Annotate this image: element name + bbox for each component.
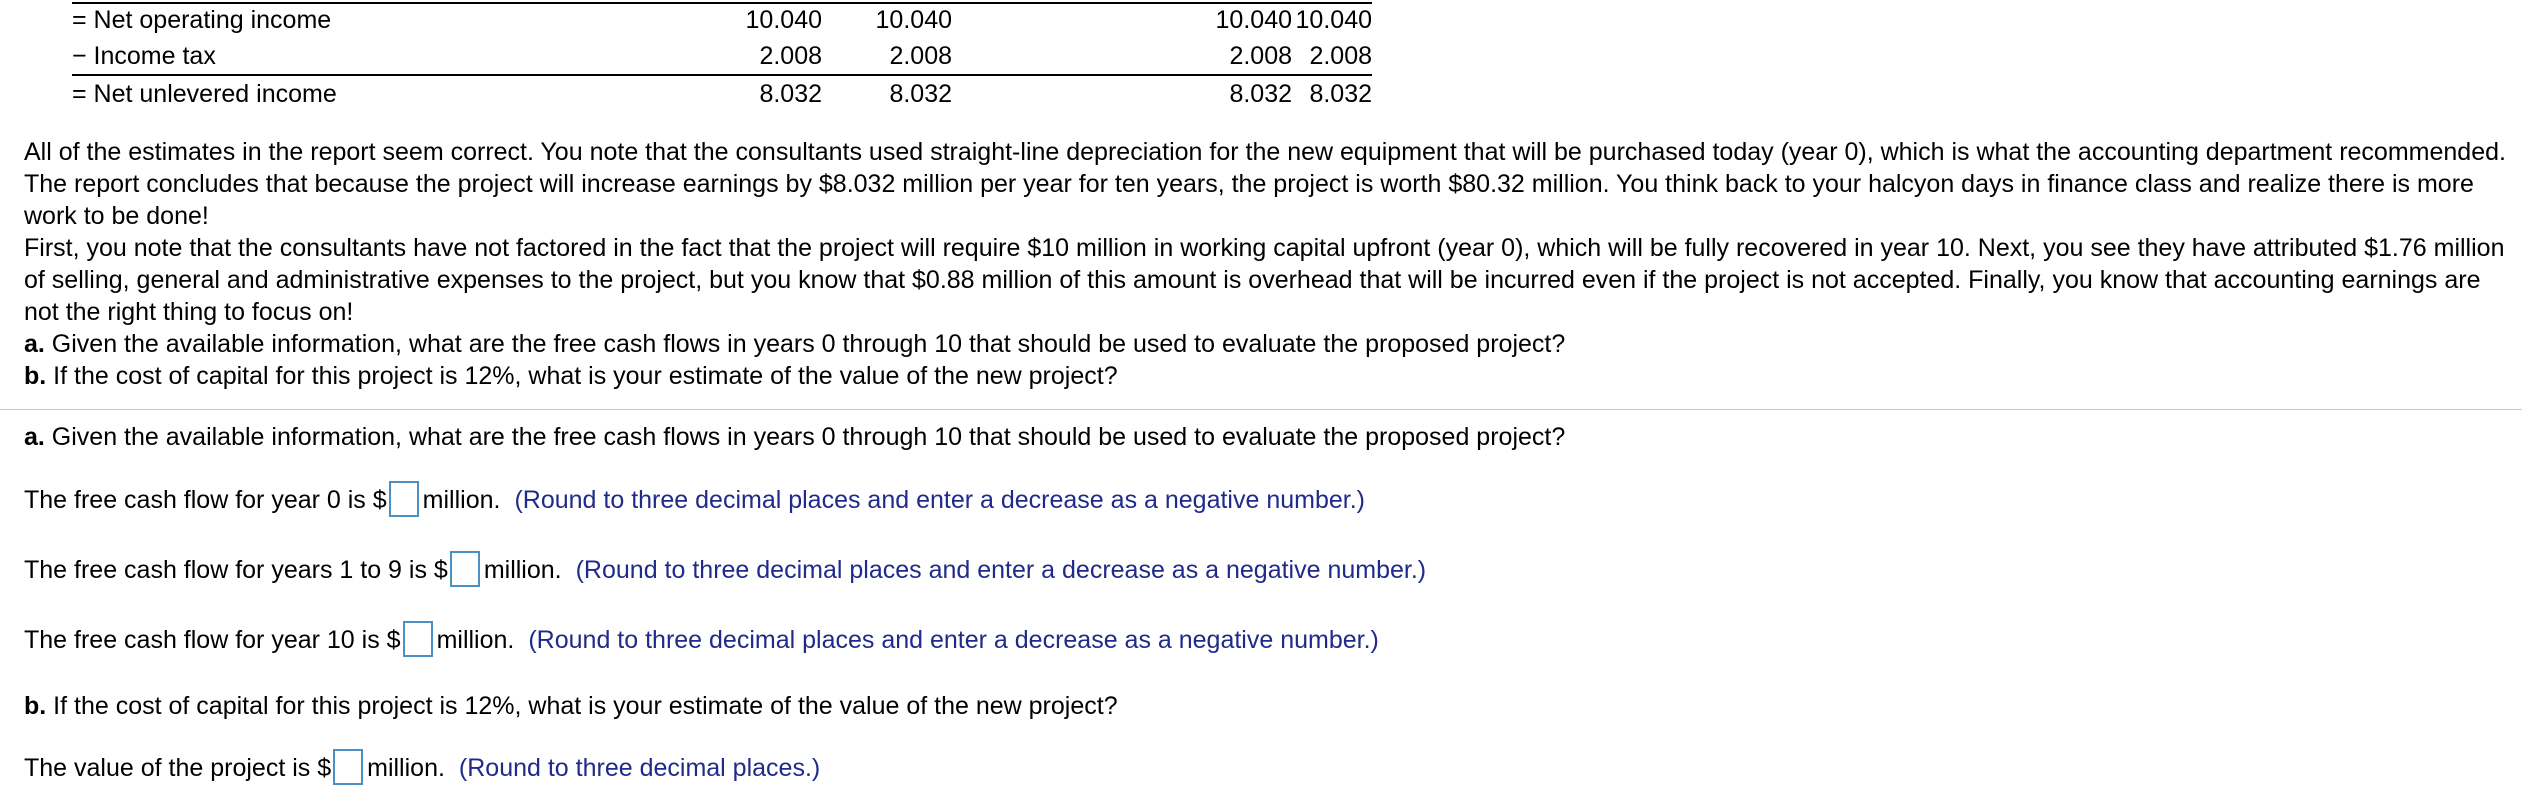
- cell-value: 8.032: [889, 80, 952, 108]
- fcf-year0-hint: (Round to three decimal places and enter a decrease as a negative number.): [514, 486, 1365, 514]
- cell-value: 8.032: [759, 80, 822, 108]
- problem-text: [24, 136, 2514, 392]
- fcf-years1to9-prefix: The free cash flow for years 1 to 9 is $: [24, 556, 448, 584]
- cell-value: 10.040: [1215, 6, 1292, 34]
- cell-value: 8.032: [1309, 80, 1372, 108]
- fcf-years1to9-suffix: million.: [483, 556, 562, 584]
- cell-value: 8.032: [1229, 80, 1292, 108]
- fcf-year10-line: [24, 620, 1379, 660]
- question-a-label: a.: [24, 330, 45, 358]
- project-value-suffix: million.: [367, 754, 445, 782]
- fcf-year10-suffix: million.: [436, 626, 515, 654]
- cell-value: 2.008: [1309, 42, 1372, 70]
- fcf-years1to9-input[interactable]: [450, 551, 480, 587]
- part-b-label: b.: [24, 692, 47, 720]
- question-b-label: b.: [24, 362, 47, 390]
- question-a-text: Given the available information, what are the free cash flows in years 0 through 10 that should be used to evaluate the proposed project?: [44, 330, 1566, 358]
- paragraph-2: First, you note that the consultants have not factored in the fact that the project will require $10 million in working capital upfront (year 0), which will be fully recovered in year 10. Next, you see they have attributed $1.76 million of selling, general and administrative expenses to the project, but you know that $0.88 million of this amount is overhead that will be incurred even if the project is not accepted. Finally, you know that accounting earnings are not the right thing to focus on!: [24, 234, 2505, 326]
- cell-value: 2.008: [759, 42, 822, 70]
- part-a-label: a.: [24, 423, 45, 451]
- fcf-year10-prefix: The free cash flow for year 10 is $: [24, 626, 401, 654]
- question-b-text: If the cost of capital for this project is 12%, what is your estimate of the value of the new project?: [46, 362, 1118, 390]
- part-b-heading: [24, 686, 1118, 726]
- row-label: = Net operating income: [72, 6, 332, 34]
- project-value-input[interactable]: [333, 749, 363, 785]
- question-a: [24, 328, 2514, 360]
- table-row: [72, 2, 1372, 38]
- fcf-year0-line: [24, 480, 1365, 520]
- fcf-year10-hint: (Round to three decimal places and enter a decrease as a negative number.): [528, 626, 1379, 654]
- question-b: [24, 360, 2514, 392]
- cell-value: 10.040: [1295, 6, 1372, 34]
- fcf-years1to9-hint: (Round to three decimal places and enter a decrease as a negative number.): [575, 556, 1427, 584]
- section-divider: [0, 409, 2522, 410]
- paragraph-1: All of the estimates in the report seem correct. You note that the consultants used straight-line depreciation for the new equipment that will be purchased today (year 0), which is what the accounting department recommended. The report concludes that because the project will increase earnings by $8.032 million per year for ten years, the project is worth $80.32 million. You think back to your halcyon days in finance class and realize there is more work to be done!: [24, 138, 2506, 230]
- cell-value: 2.008: [1229, 42, 1292, 70]
- project-value-line: [24, 748, 820, 788]
- part-b-text: If the cost of capital for this project is 12%, what is your estimate of the value of the new project?: [46, 692, 1118, 720]
- project-value-prefix: The value of the project is $: [24, 754, 332, 782]
- cell-value: 2.008: [889, 42, 952, 70]
- table-row: [72, 74, 1372, 112]
- cell-value: 10.040: [745, 6, 822, 34]
- row-label: − Income tax: [72, 42, 216, 70]
- part-a-text: Given the available information, what are the free cash flows in years 0 through 10 that should be used to evaluate the proposed project?: [44, 423, 1566, 451]
- part-a-heading: [24, 417, 1565, 457]
- fcf-years1to9-line: [24, 550, 1426, 590]
- fcf-year0-input[interactable]: [389, 481, 419, 517]
- row-label: = Net unlevered income: [72, 80, 337, 108]
- fcf-year0-prefix: The free cash flow for year 0 is $: [24, 486, 387, 514]
- fcf-year0-suffix: million.: [422, 486, 501, 514]
- cell-value: 10.040: [875, 6, 952, 34]
- fcf-year10-input[interactable]: [403, 621, 433, 657]
- project-value-hint: (Round to three decimal places.): [458, 754, 821, 782]
- table-row: [72, 38, 1372, 74]
